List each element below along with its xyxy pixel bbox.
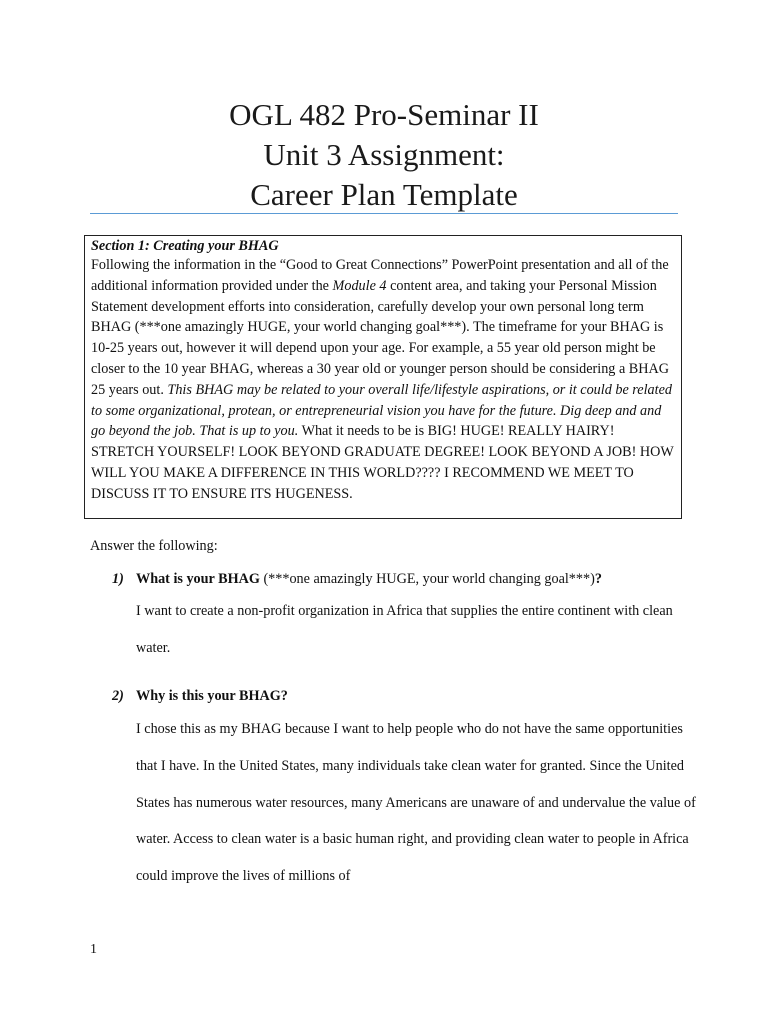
title-line-3: Career Plan Template [250,177,518,212]
section-1-text-a: Following the information in the “Good to Great Connections” PowerPoint presentation and all of the additional information provided under the [91,257,669,294]
question-1-rest: (***one amazingly HUGE, your world changing goal***) [259,571,595,587]
section-1-caps-text: What it needs to be is BIG! HUGE! REALLY HAIRY! STRETCH YOURSELF! LOOK BEYOND GRADUATE DEGREE! LOOK BEYOND A JOB! HOW WILL YOU MAKE A DIFFERENCE IN THIS WORLD???? I RECOMMEND WE MEET TO DISCUSS IT TO ENSURE ITS HUGENESS. [91,423,674,502]
section-1-heading: Section 1: Creating your BHAG [91,238,279,254]
question-1-bold: What is your BHAG [136,571,260,587]
section-1-box [84,235,682,519]
question-2-number: 2) [112,688,124,704]
document-title [90,95,678,215]
title-line-1: OGL 482 Pro-Seminar II [229,97,539,132]
title-line-2: Unit 3 Assignment: [263,137,505,172]
answer-1: I want to create a non-profit organization in Africa that supplies the entire continent with clean water. [136,603,673,656]
question-1-number: 1) [112,571,124,587]
question-1 [112,570,602,588]
page-number: 1 [90,942,97,957]
answer-2: I chose this as my BHAG because I want to help people who do not have the same opportunities that I have. In the United States, many individuals take clean water for granted. Since the United States has numerous water resources, many Americans are unaware of and undervalue the value of water. Access to clean water is a basic human right, and providing clean water to people in Africa could improve the lives of millions of [136,721,696,885]
section-1-body [91,255,676,505]
module-4-italic: Module 4 [332,277,387,294]
section-1-italic-text: This BHAG may be related to your overall life/lifestyle aspirations, or it could be related to some organizational, protean, or entrepreneurial vision you have for the future. Dig deep and and go beyond the job. That is up to you. [91,381,672,440]
title-divider [90,213,678,214]
question-1-mark: ? [594,571,602,587]
question-2 [112,687,288,705]
section-1-text-b: content area, and taking your Personal Mission Statement development efforts into consideration, carefully develop your own personal long term BHAG (***one amazingly HUGE, your world changing goal***). The timeframe for your BHAG is 10-25 years out, however it will depend upon your age. For example, a 55 year old person might be closer to the 10 year BHAG, whereas a 30 year old or younger person should be considering a BHAG 25 years out. [91,277,669,398]
answer-intro: Answer the following: [90,538,218,554]
question-2-bold: Why is this your BHAG? [136,688,288,704]
